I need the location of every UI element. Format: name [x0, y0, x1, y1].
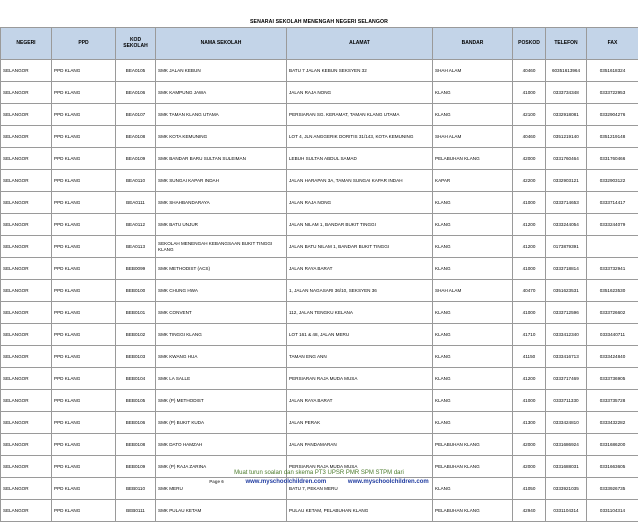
- cell-nama-sekolah: SMK SHAHBANDARAYA: [156, 192, 287, 214]
- cell-negeri: SELANGOR: [1, 434, 52, 456]
- cell-poskod: 41710: [513, 324, 546, 346]
- cell-negeri: SELANGOR: [1, 346, 52, 368]
- cell-kod-sekolah: BEB0104: [116, 368, 156, 390]
- cell-telefon: 0351623531: [546, 280, 587, 302]
- cell-bandar: KLANG: [433, 368, 513, 390]
- cell-negeri: SELANGOR: [1, 280, 52, 302]
- cell-negeri: SELANGOR: [1, 214, 52, 236]
- cell-bandar: KLANG: [433, 346, 513, 368]
- cell-negeri: SELANGOR: [1, 390, 52, 412]
- table-row: [1, 346, 638, 368]
- cell-bandar: PELABUHAN KLANG: [433, 434, 513, 456]
- cell-negeri: SELANGOR: [1, 60, 52, 82]
- cell-nama-sekolah: SMK TINGGI KLANG: [156, 324, 287, 346]
- cell-kod-sekolah: BEB0108: [116, 434, 156, 456]
- table-header-row: [1, 28, 638, 60]
- cell-alamat: BATU 7 JALAN KEBUN SEKSYEN 32: [287, 60, 433, 82]
- cell-telefon: 0331686924: [546, 434, 587, 456]
- cell-fax: 0351618324: [587, 60, 638, 82]
- cell-telefon: 0333416713: [546, 346, 587, 368]
- cell-poskod: 40460: [513, 126, 546, 148]
- cell-negeri: SELANGOR: [1, 104, 52, 126]
- cell-poskod: 41200: [513, 236, 546, 258]
- cell-nama-sekolah: SMK METHODIST (ACS): [156, 258, 287, 280]
- cell-poskod: 41000: [513, 258, 546, 280]
- cell-fax: [587, 236, 638, 258]
- cell-kod-sekolah: BEA0113: [116, 236, 156, 258]
- cell-kod-sekolah: BEB0101: [116, 302, 156, 324]
- cell-fax: 0333714417: [587, 192, 638, 214]
- cell-nama-sekolah: SMK CHUNG HWA: [156, 280, 287, 302]
- table-row: [1, 302, 638, 324]
- cell-telefon: 0333412340: [546, 324, 587, 346]
- cell-negeri: SELANGOR: [1, 148, 52, 170]
- cell-ppd: PPD KLANG: [52, 368, 116, 390]
- table-row: [1, 368, 638, 390]
- cell-ppd: PPD KLANG: [52, 302, 116, 324]
- cell-ppd: PPD KLANG: [52, 104, 116, 126]
- cell-ppd: PPD KLANG: [52, 390, 116, 412]
- table-row: [1, 280, 638, 302]
- cell-alamat: JALAN PERAK: [287, 412, 433, 434]
- cell-alamat: PERSIARAN RAJA MUDA MUSA: [287, 368, 433, 390]
- cell-fax: 0333722953: [587, 82, 638, 104]
- table-row: [1, 236, 638, 258]
- cell-bandar: KLANG: [433, 478, 513, 500]
- cell-nama-sekolah: SMK JALAN KEBUN: [156, 60, 287, 82]
- cell-negeri: SELANGOR: [1, 456, 52, 478]
- cell-negeri: SELANGOR: [1, 192, 52, 214]
- table-row: [1, 258, 638, 280]
- cell-poskod: 41050: [513, 478, 546, 500]
- cell-kod-sekolah: BEB0099: [116, 258, 156, 280]
- cell-ppd: PPD KLANG: [52, 170, 116, 192]
- table-row: [1, 412, 638, 434]
- cell-negeri: SELANGOR: [1, 82, 52, 104]
- cell-bandar: KLANG: [433, 258, 513, 280]
- cell-ppd: PPD KLANG: [52, 456, 116, 478]
- cell-fax: 0331663605: [587, 456, 638, 478]
- cell-alamat: 112, JALAN TENGKU KELANA: [287, 302, 433, 324]
- cell-nama-sekolah: SMK (P) RAJA ZARINA: [156, 456, 287, 478]
- school-table: [0, 27, 638, 522]
- cell-alamat: LOT 161 & 48, JALAN MERU: [287, 324, 433, 346]
- cell-telefon: 0333711330: [546, 390, 587, 412]
- cell-telefon: 0173879391: [546, 236, 587, 258]
- page-title: SENARAI SEKOLAH MENENGAH NEGERI SELANGOR: [0, 19, 638, 25]
- cell-telefon: 0333714653: [546, 192, 587, 214]
- table-row: [1, 434, 638, 456]
- cell-bandar: KLANG: [433, 390, 513, 412]
- cell-ppd: PPD KLANG: [52, 192, 116, 214]
- cell-kod-sekolah: BEA0109: [116, 148, 156, 170]
- cell-alamat: PERSIARAN SG. KERAMAT, TAMAN KLANG UTAMA: [287, 104, 433, 126]
- footer-link-1[interactable]: www.myschoolchildren.com: [245, 479, 326, 485]
- col-header-bandar: BANDAR: [433, 28, 513, 60]
- col-header-negeri: NEGERI: [1, 28, 52, 60]
- cell-negeri: SELANGOR: [1, 236, 52, 258]
- cell-poskod: 42000: [513, 148, 546, 170]
- cell-bandar: PELABUHAN KLANG: [433, 148, 513, 170]
- cell-telefon: 0333424810: [546, 412, 587, 434]
- col-header-kod-sekolah: KOD SEKOLAH: [116, 28, 156, 60]
- cell-poskod: 42200: [513, 170, 546, 192]
- table-row: [1, 500, 638, 522]
- cell-ppd: PPD KLANG: [52, 346, 116, 368]
- cell-alamat: TAMAN ENG ANN: [287, 346, 433, 368]
- cell-negeri: SELANGOR: [1, 500, 52, 522]
- cell-fax: 0351219148: [587, 126, 638, 148]
- cell-nama-sekolah: SMK (P) BUKIT KUDA: [156, 412, 287, 434]
- cell-bandar: KAPAR: [433, 170, 513, 192]
- cell-nama-sekolah: SMK TAMAN KLANG UTAMA: [156, 104, 287, 126]
- cell-bandar: KLANG: [433, 192, 513, 214]
- cell-alamat: JALAN PANDAMARAN: [287, 434, 433, 456]
- cell-poskod: 41000: [513, 390, 546, 412]
- cell-fax: 0333244079: [587, 214, 638, 236]
- cell-telefon: 0332903121: [546, 170, 587, 192]
- cell-kod-sekolah: BEB0110: [116, 478, 156, 500]
- cell-nama-sekolah: SMK KAMPUNG JAWA: [156, 82, 287, 104]
- cell-negeri: SELANGOR: [1, 302, 52, 324]
- cell-alamat: JALAN RAYA BARAT: [287, 258, 433, 280]
- col-header-fax: FAX: [587, 28, 638, 60]
- cell-fax: 0333926735: [587, 478, 638, 500]
- cell-nama-sekolah: SMK LA SALLE: [156, 368, 287, 390]
- footer-text: Muat turun soalan dan skema PT3 UPSR PMR SPM STPM dari: [234, 470, 404, 476]
- cell-poskod: 42000: [513, 434, 546, 456]
- cell-bandar: KLANG: [433, 324, 513, 346]
- cell-ppd: PPD KLANG: [52, 82, 116, 104]
- cell-nama-sekolah: SMK BANDAR BARU SULTAN SULEIMAN: [156, 148, 287, 170]
- cell-bandar: KLANG: [433, 104, 513, 126]
- cell-poskod: 41000: [513, 302, 546, 324]
- cell-telefon: 0333734348: [546, 82, 587, 104]
- cell-telefon: 0333717469: [546, 368, 587, 390]
- cell-kod-sekolah: BEB0106: [116, 412, 156, 434]
- col-header-poskod: POSKOD: [513, 28, 546, 60]
- col-header-nama-sekolah: NAMA SEKOLAH: [156, 28, 287, 60]
- cell-fax: 0333726602: [587, 302, 638, 324]
- cell-nama-sekolah: SMK PULAU KETAM: [156, 500, 287, 522]
- col-header-alamat: ALAMAT: [287, 28, 433, 60]
- cell-kod-sekolah: BEB0102: [116, 324, 156, 346]
- cell-telefon: 0331104314: [546, 500, 587, 522]
- cell-poskod: 40470: [513, 280, 546, 302]
- cell-bandar: SHAH ALAM: [433, 280, 513, 302]
- cell-poskod: 41200: [513, 214, 546, 236]
- cell-bandar: KLANG: [433, 236, 513, 258]
- cell-fax: 0332904276: [587, 104, 638, 126]
- cell-nama-sekolah: SMK CONVENT: [156, 302, 287, 324]
- table-row: [1, 170, 638, 192]
- cell-alamat: JALAN NILAM 1, BANDAR BUKIT TINGGI: [287, 214, 433, 236]
- cell-telefon: 0333244054: [546, 214, 587, 236]
- cell-fax: 0333424840: [587, 346, 638, 368]
- cell-nama-sekolah: SMK SUNGAI KAPAR INDAH: [156, 170, 287, 192]
- cell-ppd: PPD KLANG: [52, 500, 116, 522]
- cell-nama-sekolah: SMK MERU: [156, 478, 287, 500]
- cell-ppd: PPD KLANG: [52, 236, 116, 258]
- footer-link-2[interactable]: www.myschoolchildren.com: [348, 479, 429, 485]
- table-row: [1, 126, 638, 148]
- cell-nama-sekolah: SMK DATO HAMZAH: [156, 434, 287, 456]
- cell-bandar: SHAH ALAM: [433, 126, 513, 148]
- cell-poskod: 41000: [513, 82, 546, 104]
- cell-fax: 0333732941: [587, 258, 638, 280]
- cell-telefon: 0333718814: [546, 258, 587, 280]
- cell-ppd: PPD KLANG: [52, 258, 116, 280]
- cell-kod-sekolah: BEB0105: [116, 390, 156, 412]
- cell-ppd: PPD KLANG: [52, 126, 116, 148]
- cell-alamat: LOT 4, JLN ANGGERIK DORITIS 31/143, KOTA KEMUNING: [287, 126, 433, 148]
- cell-nama-sekolah: SMK KWANG HUA: [156, 346, 287, 368]
- table-row: [1, 214, 638, 236]
- cell-telefon: 0331688031: [546, 456, 587, 478]
- cell-nama-sekolah: SEKOLAH MENENGAH KEBANGSAAN BUKIT TINGGI KLANG: [156, 236, 287, 258]
- page-number: Page 6: [209, 479, 224, 484]
- cell-poskod: 41150: [513, 346, 546, 368]
- cell-alamat: JALAN BATU NILAM 1, BANDAR BUKIT TINGGI: [287, 236, 433, 258]
- cell-nama-sekolah: SMK BATU UNJUR: [156, 214, 287, 236]
- cell-ppd: PPD KLANG: [52, 60, 116, 82]
- cell-telefon: 0351219140: [546, 126, 587, 148]
- cell-bandar: PELABUHAN KLANG: [433, 456, 513, 478]
- table-row: [1, 60, 638, 82]
- table-row: [1, 104, 638, 126]
- col-header-telefon: TELEFON: [546, 28, 587, 60]
- cell-bandar: KLANG: [433, 214, 513, 236]
- cell-ppd: PPD KLANG: [52, 412, 116, 434]
- cell-fax: 0333735728: [587, 390, 638, 412]
- cell-kod-sekolah: BEB0103: [116, 346, 156, 368]
- cell-poskod: 42000: [513, 456, 546, 478]
- cell-bandar: KLANG: [433, 302, 513, 324]
- cell-nama-sekolah: SMK KOTA KEMUNING: [156, 126, 287, 148]
- cell-alamat: 1, JALAN NAGASARI 36/10, SEKSYEN 36: [287, 280, 433, 302]
- cell-telefon: 60351613964: [546, 60, 587, 82]
- cell-negeri: SELANGOR: [1, 126, 52, 148]
- cell-alamat: JALAN RAJA NONG: [287, 192, 433, 214]
- cell-telefon: 0331760464: [546, 148, 587, 170]
- cell-bandar: SHAH ALAM: [433, 60, 513, 82]
- col-header-ppd: PPD: [52, 28, 116, 60]
- cell-bandar: PELABUHAN KLANG: [433, 500, 513, 522]
- cell-kod-sekolah: BEA0110: [116, 170, 156, 192]
- page-footer: [0, 470, 638, 486]
- cell-ppd: PPD KLANG: [52, 478, 116, 500]
- cell-kod-sekolah: BEA0108: [116, 126, 156, 148]
- cell-bandar: KLANG: [433, 82, 513, 104]
- cell-fax: 0333440711: [587, 324, 638, 346]
- cell-alamat: JALAN HARAPAN 3A, TAMAN SUNGAI KAPAR INDAH: [287, 170, 433, 192]
- cell-fax: 0351623530: [587, 280, 638, 302]
- cell-kod-sekolah: BEA0112: [116, 214, 156, 236]
- cell-kod-sekolah: BEA0107: [116, 104, 156, 126]
- cell-kod-sekolah: BEA0111: [116, 192, 156, 214]
- cell-poskod: 42940: [513, 500, 546, 522]
- table-row: [1, 82, 638, 104]
- cell-fax: 0331760466: [587, 148, 638, 170]
- cell-poskod: 40460: [513, 60, 546, 82]
- cell-negeri: SELANGOR: [1, 412, 52, 434]
- cell-bandar: KLANG: [433, 412, 513, 434]
- cell-nama-sekolah: SMK (P) METHODIST: [156, 390, 287, 412]
- cell-fax: 0333736905: [587, 368, 638, 390]
- cell-poskod: 41000: [513, 192, 546, 214]
- cell-ppd: PPD KLANG: [52, 434, 116, 456]
- cell-fax: 0331686200: [587, 434, 638, 456]
- cell-telefon: 0333921035: [546, 478, 587, 500]
- cell-negeri: SELANGOR: [1, 368, 52, 390]
- cell-kod-sekolah: BEB0111: [116, 500, 156, 522]
- table-row: [1, 324, 638, 346]
- cell-alamat: PERSIARAN RAJA MUDA MUSA: [287, 456, 433, 478]
- cell-poskod: 41300: [513, 412, 546, 434]
- cell-telefon: 0332918081: [546, 104, 587, 126]
- cell-negeri: SELANGOR: [1, 324, 52, 346]
- table-row: [1, 192, 638, 214]
- cell-ppd: PPD KLANG: [52, 148, 116, 170]
- cell-ppd: PPD KLANG: [52, 214, 116, 236]
- cell-alamat: JALAN RAYA BARAT: [287, 390, 433, 412]
- cell-kod-sekolah: BEA0106: [116, 82, 156, 104]
- cell-negeri: SELANGOR: [1, 478, 52, 500]
- cell-ppd: PPD KLANG: [52, 280, 116, 302]
- cell-kod-sekolah: BEA0105: [116, 60, 156, 82]
- cell-fax: 0331104314: [587, 500, 638, 522]
- cell-fax: 0333432282: [587, 412, 638, 434]
- table-row: [1, 390, 638, 412]
- cell-kod-sekolah: BEB0109: [116, 456, 156, 478]
- cell-negeri: SELANGOR: [1, 170, 52, 192]
- cell-telefon: 0333712596: [546, 302, 587, 324]
- cell-fax: 0332903122: [587, 170, 638, 192]
- cell-kod-sekolah: BEB0100: [116, 280, 156, 302]
- cell-alamat: LEBUH SULTAN ABDUL SAMAD: [287, 148, 433, 170]
- cell-poskod: 42100: [513, 104, 546, 126]
- cell-alamat: JALAN RAJA NONG: [287, 82, 433, 104]
- cell-poskod: 41200: [513, 368, 546, 390]
- cell-alamat: PULAU KETAM, PELABUHAN KLANG: [287, 500, 433, 522]
- cell-ppd: PPD KLANG: [52, 324, 116, 346]
- cell-alamat: BATU 7, PEKAN MERU: [287, 478, 433, 500]
- table-row: [1, 148, 638, 170]
- cell-negeri: SELANGOR: [1, 258, 52, 280]
